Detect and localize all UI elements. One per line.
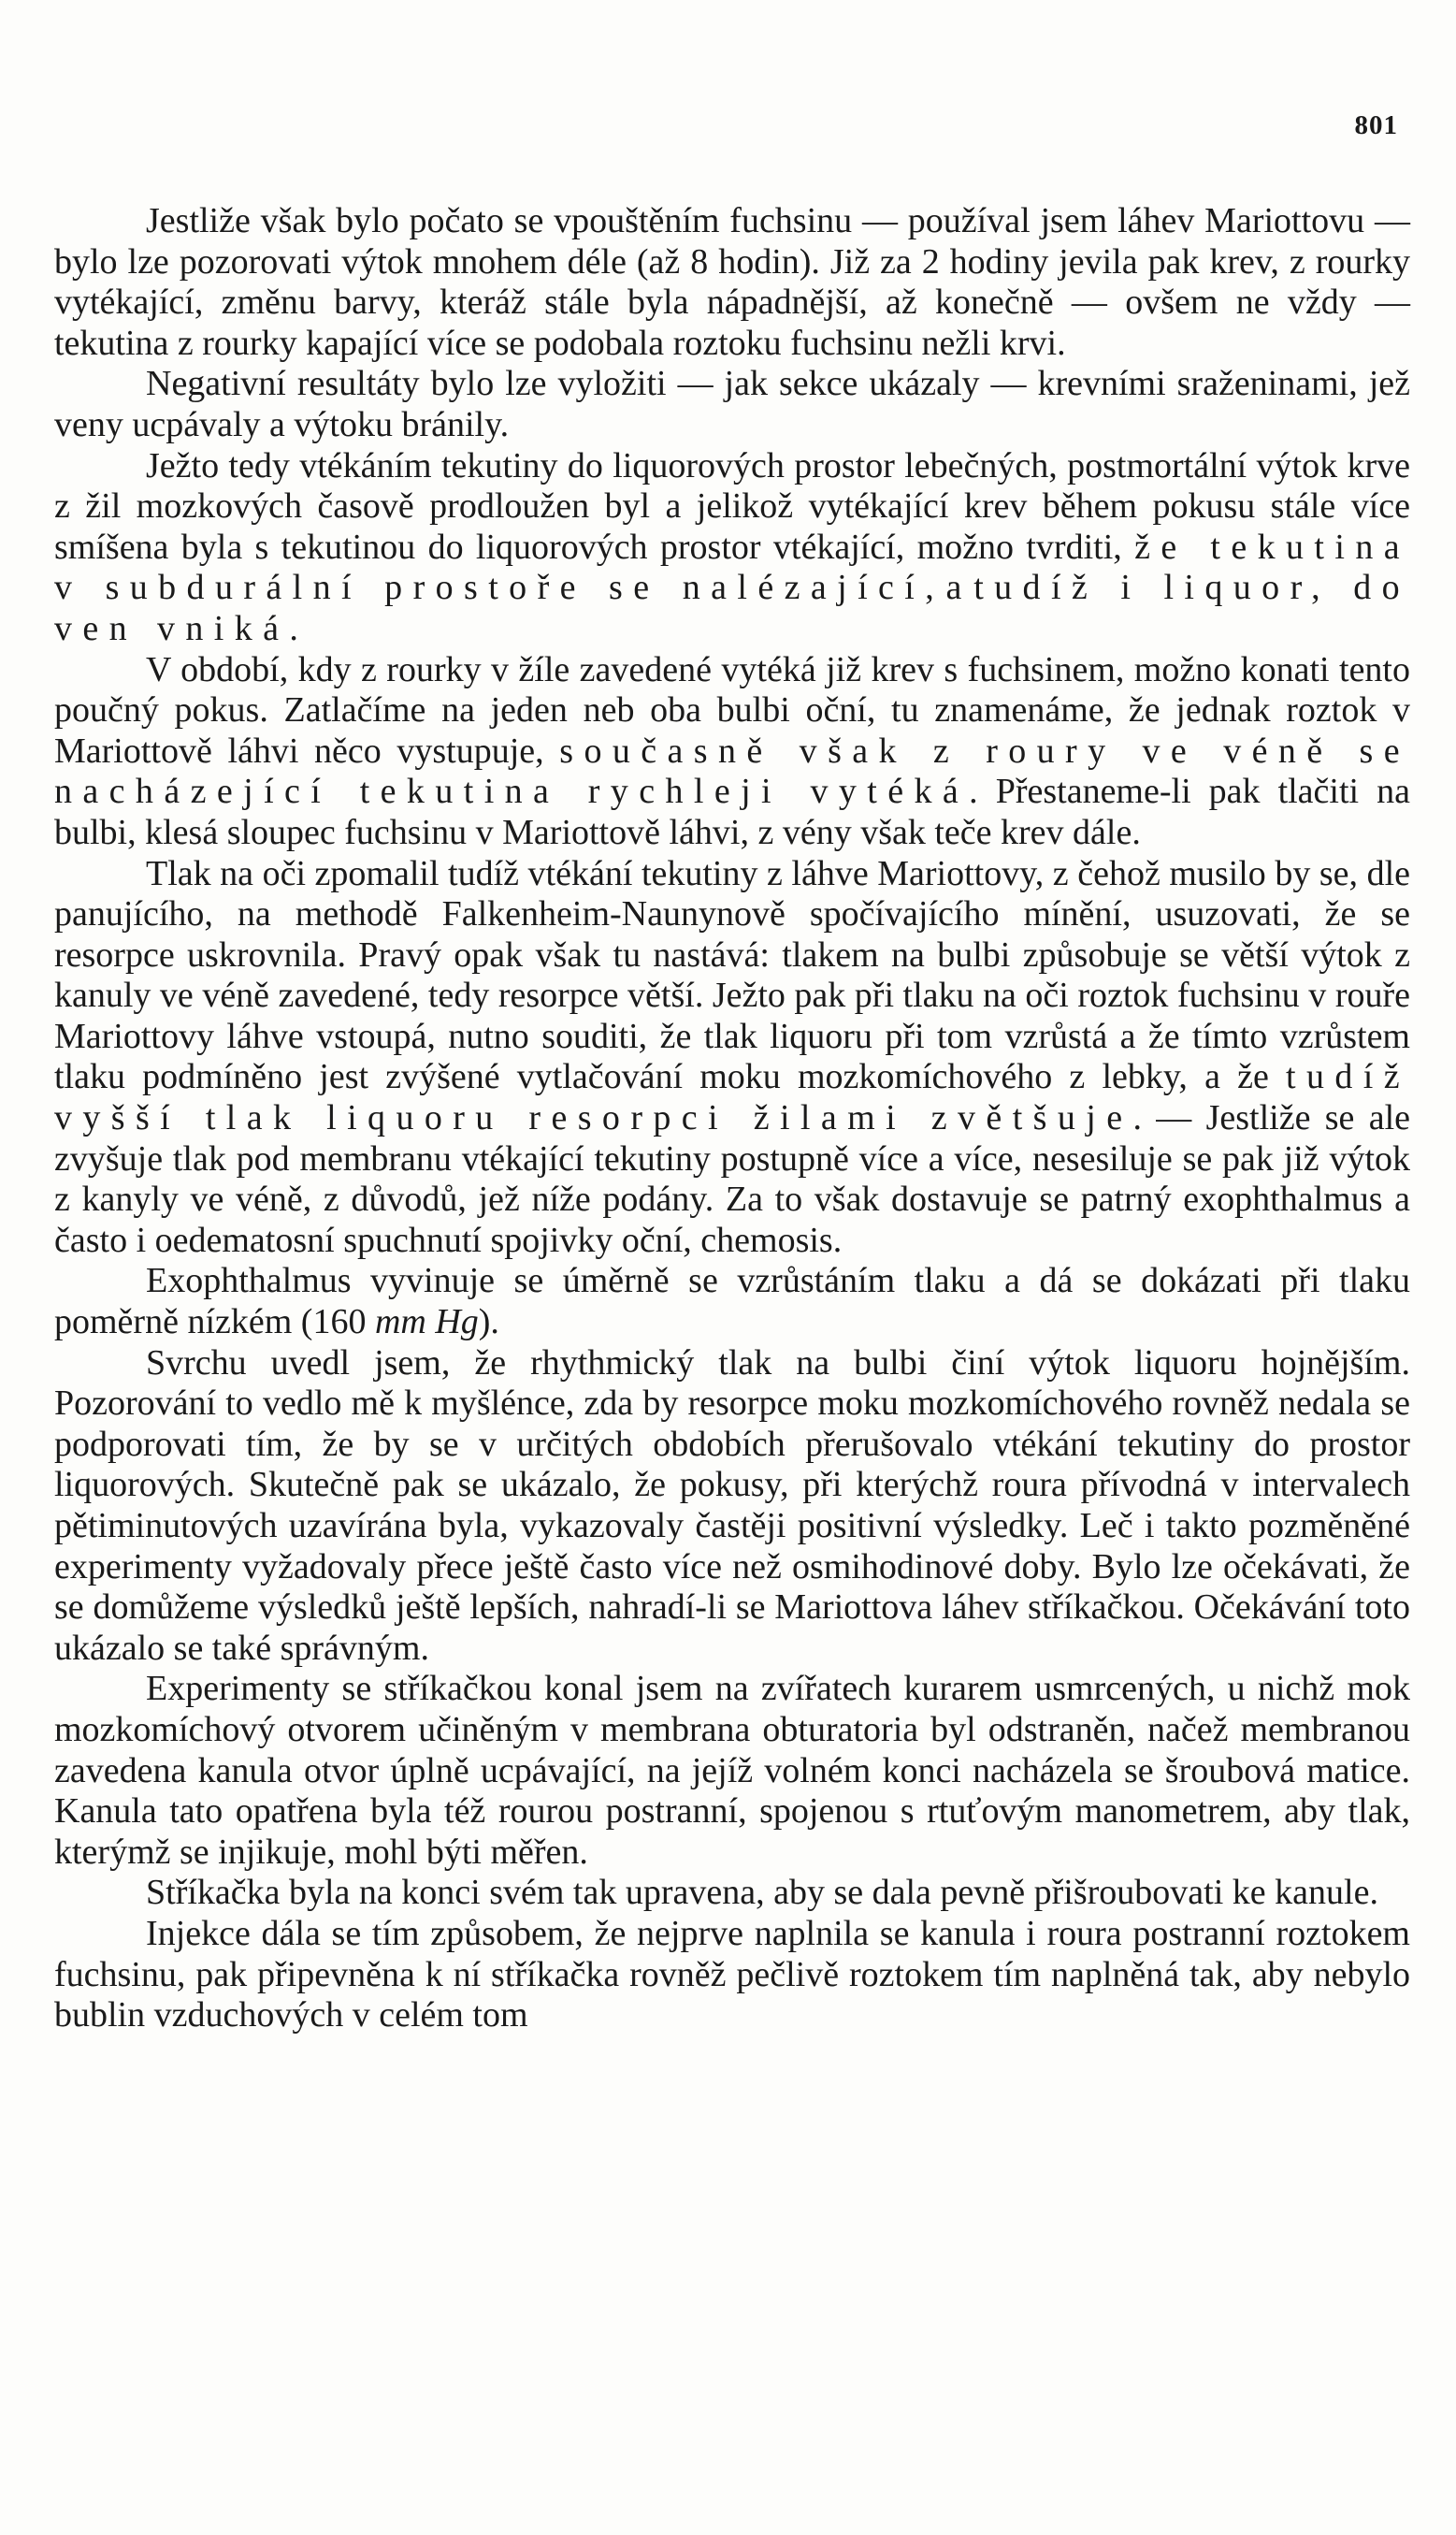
body-text xyxy=(54,201,1410,2036)
paragraph xyxy=(54,201,1410,364)
paragraph xyxy=(54,446,1410,650)
text-run: Experimenty se stříkačkou konal jsem na zvířatech kurarem usmrcených, u nichž mok mozkomíchový otvorem učiněným v membrana obturatoria byl odstraněn, načež membranou zavedena kanula otvor úplně ucpávající, na jejíž volném konci nacházela se šroubová matice. Kanula tato opatřena byla též rourou postranní, spojenou s rtuťovým manometrem, aby tlak, kterýmž se injikuje, mohl býti měřen. xyxy=(54,1669,1410,1872)
text-run: . xyxy=(289,608,298,648)
text-run: Exophthalmus vyvinuje se úměrně se vzrůstáním tlaku a dá se dokázati při tlaku poměrně nízkém (160 xyxy=(54,1261,1410,1342)
emphasis-spaced-text: že tekutina v subdurální prostoře se nalézající xyxy=(54,527,1410,608)
paragraph xyxy=(54,854,1410,1262)
paragraph xyxy=(54,364,1410,445)
emphasis-spaced-text: tudíž i liquor, do ven vniká xyxy=(54,568,1410,648)
emphasis-spaced-text: tudíž vyšší tlak liquoru resorpci žilami zvětšuje xyxy=(54,1057,1410,1138)
paragraph xyxy=(54,650,1410,854)
text-run: . Přestaneme-li pak tlačiti na bulbi, klesá sloupec fuchsinu v Mariottově láhvi, z vény však teče krev dále. xyxy=(54,772,1410,852)
text-run: Jestliže však bylo počato se vpouštěním fuchsinu — používal jsem láhev Mariottovu — bylo lze pozorovati výtok mnohem déle (až 8 hodin). Již za 2 hodiny jevila pak krev, z rourky vytékající, změnu barvy, kteráž stále byla nápadnější, až konečně — ovšem ne vždy — tekutina z rourky kapající více se podobala roztoku fuchsinu nežli krvi. xyxy=(54,201,1410,363)
page-number: 801 xyxy=(1354,110,1398,140)
text-run: Tlak na oči zpomalil tudíž vtékání tekutiny z láhve Mariottovy, z čehož musilo by se, dle panujícího, na methodě Falkenheim-Naunynově spočívajícího mínění, usuzovati, že se resorpce uskrovnila. Pravý opak však tu nastává: tlakem na bulbi způsobuje se větší výtok z kanuly ve véně zavedené, tedy resorpce větší. Ježto pak při tlaku na oči roztok fuchsinu v rouře Mariottovy láhve vstoupá, nutno souditi, že tlak liquoru při tom vzrůstá a že tímto vzrůstem tlaku podmíněno jest zvýšené vytlačování moku mozkomíchového z lebky, a že xyxy=(54,853,1410,1097)
text-run: Ježto tedy vtékáním tekutiny do liquorových prostor lebečných, postmortální výtok krve z žil mozkových časově prodloužen byl a jelikož vytékající krev během pokusu stále více smíšena byla s tekutinou do liquorových prostor vtékající, možno tvrditi, xyxy=(54,445,1410,567)
text-run: ). xyxy=(478,1302,499,1342)
paragraph xyxy=(54,1873,1410,1914)
italic-text: mm Hg xyxy=(374,1302,479,1342)
paragraph xyxy=(54,1261,1410,1342)
text-run: V období, kdy z rourky v žíle zavedené vytéká již krev s fuchsinem, možno konati tento poučný pokus. Zatlačíme na jeden neb oba bulbi oční, tu znamenáme, že jednak roztok v Mariottově láhvi něco vystupuje, xyxy=(54,649,1410,771)
text-run: . — Jestliže se ale zvyšuje tlak pod membranu vtékající tekutiny postupně více a více, nesesiluje se pak již výtok z kanyly ve véně, z důvodů, jež níže podány. Za to však dostavuje se patrný exophthalmus a často i oedematosní spuchnutí spojivky oční, chemosis. xyxy=(54,1098,1411,1260)
emphasis-spaced-text: současně však z roury ve véně se nacházející tekutina rychleji vytéká xyxy=(54,731,1410,812)
text-run: , a xyxy=(925,568,974,608)
paragraph xyxy=(54,1914,1410,2036)
text-run: Stříkačka byla na konci svém tak upravena, aby se dala pevně přišroubovati ke kanule. xyxy=(146,1873,1378,1913)
text-run: Negativní resultáty bylo lze vyložiti — jak sekce ukázaly — krevními sraženinami, jež veny ucpávaly a výtoku bránily. xyxy=(54,364,1410,444)
text-run: Svrchu uvedl jsem, že rhythmický tlak na bulbi činí výtok liquoru hojnějším. Pozorování to vedlo mě k myšlénce, zda by resorpce moku mozkomíchového rovněž nedala se podporovati tím, že by se v určitých obdobích přerušovalo vtékání tekutiny do prostor liquorových. Skutečně pak se ukázalo, že pokusy, při kterýchž roura přívodná v intervalech pětiminutových uzavírána byla, vykazovaly častěji positivní výsledky. Leč i takto pozměněné experimenty vyžadovaly přece ještě často více než osmihodinové doby. Bylo lze očekávati, že se domůžeme výsledků ještě lepších, nahradí-li se Mariottova láhev stříkačkou. Očekávání toto ukázalo se také správným. xyxy=(54,1342,1410,1668)
text-run: Injekce dála se tím způsobem, že nejprve naplnila se kanula i roura postranní roztokem fuchsinu, pak připevněna k ní stříkačka rovněž pečlivě roztokem tím naplněná tak, aby nebylo bublin vzduchových v celém tom xyxy=(54,1913,1410,2035)
paragraph xyxy=(54,1343,1410,1670)
paragraph xyxy=(54,1669,1410,1873)
